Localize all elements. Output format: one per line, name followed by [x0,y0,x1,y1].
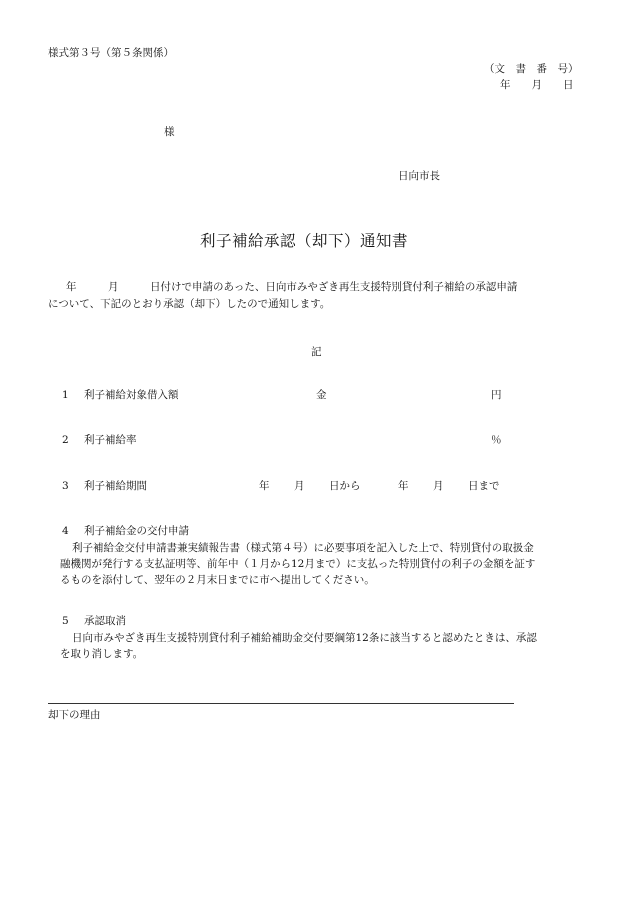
item-4-number: 4 [62,525,69,537]
item-2-label: 利子補給率 [84,434,137,446]
item-3-from-day: 日から [329,480,361,492]
item-3-from-year: 年 [259,480,270,492]
item-4-line-1: 利子補給金交付申請書兼実績報告書（様式第４号）に必要事項を記入した上で、特別貸付の取扱金 [72,542,534,554]
item-3-from-month: 月 [294,480,305,492]
item-5-label: 承認取消 [84,615,126,627]
intro-line-1: 年 月 日付けで申請のあった、日向市みやざき再生支援特別貸付利子補給の承認申請 [66,281,518,293]
rejection-reason-label: 却下の理由 [48,709,101,721]
item-2-unit: ％ [491,434,502,446]
item-3-to-year: 年 [398,480,409,492]
ki-marker: 記 [311,346,322,358]
item-3-to-day: 日まで [468,480,500,492]
recipient-honorific: 様 [164,126,175,138]
item-3-to-month: 月 [433,480,444,492]
item-4-line-2: 融機関が発行する支払証明等、前年中（１月から12月まで）に支払った特別貸付の利子の金額を証す [60,558,536,570]
item-3-number: 3 [62,480,69,492]
item-1-prefix: 金 [316,389,327,401]
item-4-label: 利子補給金の交付申請 [84,525,189,537]
rejection-divider [48,703,514,704]
item-3-label: 利子補給期間 [84,480,147,492]
issue-date: 年 月 日 [500,79,574,91]
document-number: （文 書 番 号） [484,63,579,75]
item-1-label: 利子補給対象借入額 [84,389,179,401]
item-1-unit: 円 [491,389,502,401]
issuer-name: 日向市長 [398,170,440,182]
intro-line-2: について、下記のとおり承認（却下）したので通知します。 [48,298,331,310]
item-1-number: 1 [62,389,69,401]
form-number: 様式第３号（第５条関係） [48,47,174,59]
document-title: 利子補給承認（却下）通知書 [200,232,409,250]
item-5-number: 5 [62,615,69,627]
item-4-line-3: るものを添付して、翌年の２月末日までに市へ提出してください。 [60,574,375,586]
item-5-line-2: を取り消します。 [60,648,144,660]
item-5-line-1: 日向市みやざき再生支援特別貸付利子補給補助金交付要綱第12条に該当すると認めたときは、承認 [72,632,537,644]
item-2-number: 2 [62,434,69,446]
